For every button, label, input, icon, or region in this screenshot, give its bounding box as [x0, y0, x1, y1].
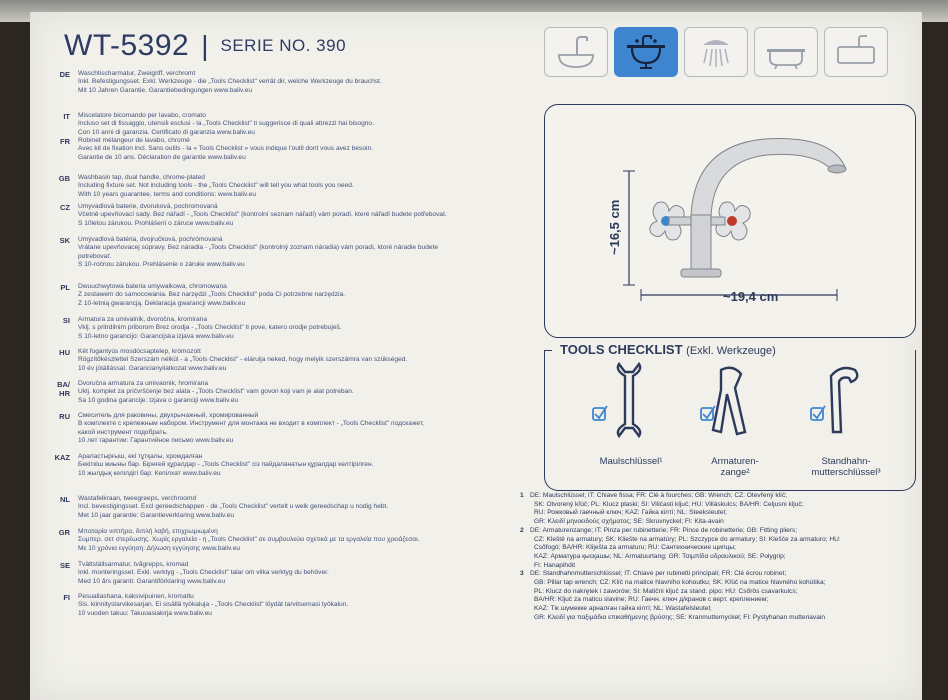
language-line: В комплекте с крепежным набором. Инструмент для монтажа не входит в комплект - „Tools Checklist" подскажет,	[78, 420, 424, 428]
usage-icons	[544, 27, 888, 77]
language-line: With 10 years guarantee, terms and conditions: www.baliv.eu	[78, 190, 256, 198]
language-line: Συμπερ. σετ στερέωσης. Χωρίς εργαλεία - η „Tools Checklist" σε συμβουλεύει σχετικά με τα εργαλεία που χρειάζεσαι.	[78, 536, 420, 544]
language-text	[78, 174, 510, 199]
tools-subtitle: (Exkl. Werkzeuge)	[686, 345, 776, 357]
tools-checklist-box	[544, 350, 916, 491]
language-line: Бекіткіш жиыны бар. Біреғей құралдар - „Tools Checklist" сіз пайдаланатын құралдар келтірілген.	[78, 461, 374, 469]
language-line: Wastafelkraan, tweegreeps, verchroomd	[78, 495, 197, 502]
model-number: WT-5392	[64, 29, 190, 62]
language-line: Két fogantyús mosdócsaptelep, krómozott	[78, 348, 201, 355]
title-separator: |	[201, 30, 209, 61]
tool-drawings	[545, 362, 915, 462]
language-line: Včetně upevňovací sady. Bez nářadí - „Tools Checklist" (kontrolní seznam nářadí) vám poradí, které nářadí budete potřebovat.	[78, 211, 447, 219]
language-code: BA/ HR	[57, 380, 70, 398]
language-line: S 10-ročnou zárukou. Prehlásenie o záruke www.baliv.eu	[78, 260, 245, 268]
language-line: Араластырғыш, екі тұтқалы, хромдалған	[78, 453, 203, 460]
language-line: Z zestawem do samocowania. Bez narzędzi „Tools Checklist" poda Ci potrzebne narzędzia.	[78, 291, 345, 299]
footnote-line	[520, 536, 920, 545]
pliers-icon	[713, 368, 745, 434]
basin-tap-icon	[614, 27, 678, 77]
footnote-line	[520, 527, 920, 536]
width-dimension: ~19,4 cm	[723, 289, 779, 304]
language-code: IT	[63, 112, 70, 121]
footnote-line	[520, 614, 920, 623]
footnote-text: DE: Maulschlüssel; IT: Chiave fissa; FR: Clé à fourches; GB: Wrench; CZ: Otevřený klíč;	[530, 492, 788, 499]
language-code: SE	[59, 561, 70, 570]
footnote-text: DE: Standhahnmutterschlüssel; IT: Chiave per rubinetti principali; FR: Clé écrou robinet;	[530, 570, 787, 578]
title-row	[64, 26, 346, 66]
footnote-line	[520, 544, 920, 553]
language-text	[78, 495, 510, 520]
footnote-line	[520, 588, 920, 597]
language-line: Umývadlová batéria, dvojručková, pochrómovaná	[78, 236, 223, 243]
language-line: Robinet mélangeur de lavabo, chromé	[78, 137, 190, 144]
language-line: Inkl. Befestigungsset. Exkl. Werkzeuge - die „Tools Checklist" verrät dir, welche Werkzeuge du brauchst.	[78, 78, 382, 86]
sink-icon	[824, 27, 888, 77]
footnote-line	[520, 579, 920, 588]
footnote-line	[520, 553, 920, 562]
language-line: Including fixture set. Not including tools - the „Tools Checklist" will tell you what tools you need.	[78, 182, 354, 190]
packaging-panel	[30, 12, 922, 700]
language-line: Armatura za umivalnik, dvoročna, kromirana	[78, 316, 207, 323]
footnote-text: KAZ: Арматура қысқашы; NL: Armatuurtang; GR: Τσιμπίδα υδραυλικού; SE: Polygrip;	[534, 552, 786, 560]
language-line: Uklj. komplet za pričvršćenje bez alata - „Tools Checklist" vam govori koji vam je alat potreban.	[78, 388, 354, 396]
tool-label-pliers: Armaturen- zange²	[711, 456, 759, 478]
language-line: Waschtischarmatur, Zweigriff, verchromt	[78, 70, 196, 77]
language-line: 10 жылдық кепілдігі бар: Кепілхат www.baliv.eu	[78, 469, 221, 477]
footnote-line	[520, 596, 920, 605]
language-line: Pesuallashana, kaksivipuinen, kromattu	[78, 593, 194, 600]
language-text	[78, 203, 510, 228]
language-line: Garantie de 10 ans. Déclaration de garantie www.baliv.eu	[78, 153, 246, 161]
footnote-line	[520, 509, 920, 518]
footnote-line	[520, 562, 920, 571]
language-text	[78, 412, 510, 445]
language-code: SK	[59, 236, 70, 245]
language-text	[78, 283, 510, 308]
language-line: Med 10 års garanti: Garantiförklaring www.baliv.eu	[78, 577, 226, 585]
language-text	[78, 316, 510, 341]
language-line: potrebovať.	[78, 252, 112, 260]
language-line: Umyvadlová baterie, dvoruková, pochromovaná	[78, 203, 218, 210]
language-line: Смеситель для раковины, двухрычажный, хромированный	[78, 412, 259, 419]
footnote-line	[520, 492, 920, 501]
language-text	[78, 561, 510, 586]
tap-nut-wrench-icon	[831, 368, 857, 432]
language-line: какой инструмент подобрать.	[78, 428, 168, 436]
footnote-text: PL: Klucz do nakrętek i zaworów; SI: Matični ključ za stand. pipo; HU: Csőrös csavarkulcs;	[534, 587, 798, 595]
footnote-text: DE: Armaturenzange; IT: Pinza per rubinetterie; FR: Pince de robinetterie; GB: Fitting pliers;	[530, 526, 798, 534]
language-line: 10 vuoden takuu: Takuuasiakirja www.baliv.eu	[78, 609, 212, 617]
language-code: GB	[58, 174, 70, 183]
footnote-text: FI: Hanapihdit	[534, 561, 576, 569]
tools-title-text: TOOLS CHECKLIST	[560, 342, 683, 357]
language-text	[78, 137, 510, 162]
open-end-wrench-icon	[618, 364, 640, 436]
language-line: Con 10 anni di garanzia. Certificato di garanzia www.baliv.eu	[78, 128, 255, 136]
language-line: Tvättställsarmatur, tvågrepps, kromad	[78, 561, 189, 568]
footnote-line	[520, 501, 920, 510]
language-line: 10 év jótállással. Garancianyilatkozat www.baliv.eu	[78, 364, 227, 372]
tool-label-tap-wrench: Standhahn- mutterschlüssel³	[811, 456, 881, 478]
language-line: Inkl. monteringsset. Exkl. verktyg - „Tools Checklist" talar om vilka verktyg du behöver.	[78, 569, 329, 577]
footnote-text: Csőfogó; BA/HR: Kliješta za armaturu; RU: Сантехнические щипцы;	[534, 544, 736, 552]
language-code: SI	[62, 316, 70, 325]
bathtub-icon	[754, 27, 818, 77]
language-code: KAZ	[54, 453, 70, 462]
language-code: NL	[60, 495, 70, 504]
language-line: Avec kit de fixation incl. Sans outils - la « Tools Checklist » vous indique l'outil dont vous avez besoin.	[78, 145, 373, 153]
footnote-number: 3	[520, 570, 524, 578]
language-code: CZ	[60, 203, 70, 212]
language-text	[78, 348, 510, 373]
footnote-text: GR: Κλειδί για παξιμάδια επικαθήμενης βρύσης; SE: Kranmutternyckel; FI: Pystyhanan mutteriavain	[534, 613, 826, 621]
language-code: FI	[63, 593, 70, 602]
footnote-text: CZ: Kleště na armatury; SK: Kliešte na armatúry; PL: Szczypce do armatury; SI: Klešče za armaturo; HU:	[534, 535, 841, 543]
language-line: Met 10 jaar garantie: Garantieverklaring www.baliv.eu	[78, 511, 235, 519]
language-line: Με 10 χρόνια εγγύηση: Δήλωση εγγύησης www.baliv.eu	[78, 544, 241, 552]
footnote-text: RU: Рожковый гаечный ключ; KAZ: Гайка кілті; NL: Steeksleutel;	[534, 509, 727, 517]
language-line: Z 10-letnią gwarancją. Deklaracja gwarancji www.baliv.eu	[78, 299, 246, 307]
language-line: Incl. bevestigingsset. Excl gereedschappen - de „Tools Checklist" vertelt u welk gereedschap u nodig hebt.	[78, 503, 389, 511]
language-line: Rögzítőkészlettel Szerszám nélkül - a „Tools Checklist" - elárulja neked, hogy melyik szerszámra van szükséged.	[78, 356, 408, 364]
language-code: HU	[59, 348, 70, 357]
footnote-text: BA/HR: Ključ za maticu slavine; RU: Гаечн. ключ д/кранов с верт. креплением;	[534, 596, 769, 604]
language-text	[78, 380, 510, 405]
language-line: Miscelatore bicomando per lavabo, cromato	[78, 112, 206, 119]
language-line: Mit 10 Jahren Garantie. Garantiebedingungen www.baliv.eu	[78, 86, 252, 94]
footnote-text: SK: Otvorený kľúč; PL: Klucz płaski; SI: Viličasti ključ; HU: Villáskulcs; BA/HR: Čeljusni ključ;	[534, 500, 804, 508]
language-text	[78, 593, 510, 618]
tools-checklist-title	[556, 342, 780, 357]
height-dimension: ~16,5 cm	[607, 199, 622, 255]
footnote-number: 1	[520, 492, 524, 499]
language-text	[78, 112, 510, 137]
language-code: RU	[59, 412, 70, 421]
tool-footnotes	[520, 492, 920, 623]
language-line: Dvoručna armatura za umivaonik, hromirana	[78, 380, 209, 387]
footnote-text: KAZ: Тік шүмекке арналған гайка кілті; NL: Wastafelsleutel;	[534, 605, 712, 613]
language-text	[78, 528, 510, 553]
shower-icon	[684, 27, 748, 77]
language-line: Washbasin tap, dual handle, chrome-plated	[78, 174, 205, 181]
faucet-dimension-diagram	[544, 104, 916, 338]
language-line: 10 лет гарантии: Гарантийное письмо www.baliv.eu	[78, 436, 234, 444]
language-line: S 10letou zárukou. Prohlášení o záruce www.baliv.eu	[78, 219, 234, 227]
language-line: Incluso set di fissaggio, utensili esclusi - la „Tools Checklist" ti suggerisce di quali attrezzi hai bisogno.	[78, 120, 374, 128]
language-line: Vklj. s pritrdilnim priborom Brez orodja - „Tools Checklist" ti pove, katero orodje potrebuješ.	[78, 324, 342, 332]
tool-label-wrench: Maulschlüssel¹	[599, 456, 663, 467]
footnote-line	[520, 605, 920, 614]
serie-number: SERIE NO. 390	[220, 36, 347, 55]
language-code: PL	[60, 283, 70, 292]
language-code: FR	[60, 137, 70, 146]
language-text	[78, 236, 510, 269]
footnote-number: 2	[520, 526, 524, 534]
bidet-tap-icon	[544, 27, 608, 77]
language-line: Μπαταρία νιπτήρα, διπλή λαβή, επιχρωμιωμένη	[78, 528, 218, 535]
footnote-line	[520, 518, 920, 527]
language-line: Vrátane upevňovacej súpravy. Bez náradia - „Tools Checklist" (kontrolný zoznam náradia) vám poradí, ktoré náradie budete	[78, 244, 439, 252]
language-line: Sa 10 godina garancije: Izjava o garanciji www.baliv.eu	[78, 396, 239, 404]
footnote-text: GB: Pillar tap wrench; CZ: Klíč na matice hlavního kohoutku; SK: Kľúč na matice hlavného kohútika;	[534, 579, 826, 587]
language-line: Sis. kiinnitystarvikesarjan. Ei sisällä työkaluja - „Tools Checklist" löydät tarvitsemasi työkalun.	[78, 601, 349, 609]
language-line: Dwuuchwytowa bateria umywalkowa, chromowana	[78, 283, 227, 290]
language-line: S 10-letno garancijo: Garancijska izjava www.baliv.eu	[78, 332, 234, 340]
footnote-line	[520, 570, 920, 579]
footnote-text: GR: Κλειδί μηνοειδούς σχήματος; SE: Skruvnyckel; FI: Kita-avain	[534, 518, 724, 526]
language-text	[78, 70, 510, 95]
language-text	[78, 453, 510, 478]
language-code: DE	[59, 70, 70, 79]
language-code: GR	[58, 528, 70, 537]
